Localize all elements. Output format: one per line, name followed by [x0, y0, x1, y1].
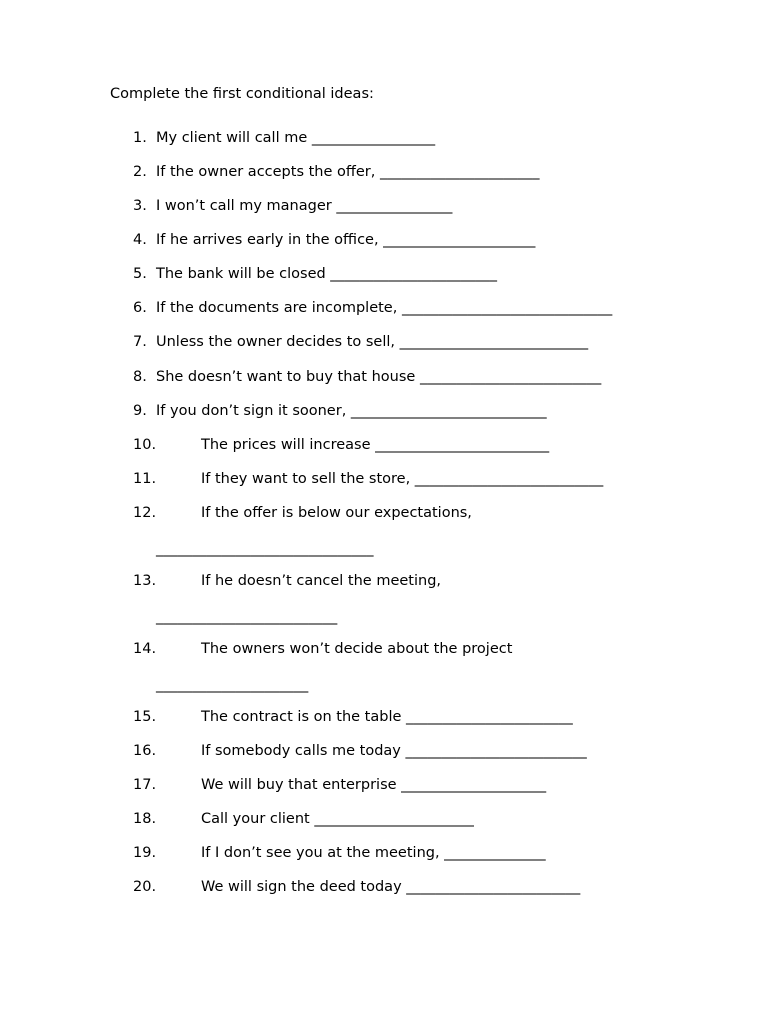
- item-text: Call your client ______________________: [201, 811, 474, 827]
- item-text: If they want to sell the store, __________________________: [201, 471, 604, 487]
- item-text: The contract is on the table _______________________: [201, 709, 573, 725]
- item-text: The prices will increase ________________________: [201, 437, 550, 453]
- item-text: If he doesn’t cancel the meeting,: [201, 573, 442, 589]
- item-number: 13.: [133, 573, 157, 589]
- item-number: 6.: [133, 300, 147, 316]
- item-number: 18.: [133, 811, 157, 827]
- item-number: 9.: [133, 403, 147, 419]
- item-text: The bank will be closed _______________________: [156, 266, 498, 282]
- item-number: 17.: [133, 777, 157, 793]
- item-number: 11.: [133, 471, 157, 487]
- item-number: 15.: [133, 709, 157, 725]
- item-text: The owners won’t decide about the project: [201, 641, 513, 657]
- answer-blank: _________________________: [156, 609, 338, 625]
- item-number: 3.: [133, 198, 147, 214]
- item-text: If the documents are incomplete, _____________________________: [156, 300, 613, 316]
- answer-blank: _____________________: [156, 677, 309, 693]
- item-text: We will sign the deed today ________________________: [201, 879, 581, 895]
- item-number: 8.: [133, 369, 147, 385]
- item-number: 14.: [133, 641, 157, 657]
- item-text: Unless the owner decides to sell, __________________________: [156, 334, 589, 350]
- item-text: If he arrives early in the office, _____________________: [156, 232, 536, 248]
- item-text: I won’t call my manager ________________: [156, 198, 453, 214]
- worksheet-heading: Complete the first conditional ideas:: [110, 86, 374, 102]
- item-number: 20.: [133, 879, 157, 895]
- item-number: 1.: [133, 130, 147, 146]
- item-text: She doesn’t want to buy that house _________________________: [156, 369, 602, 385]
- item-number: 10.: [133, 437, 157, 453]
- item-text: My client will call me _________________: [156, 130, 436, 146]
- item-number: 7.: [133, 334, 147, 350]
- answer-blank: ______________________________: [156, 541, 374, 557]
- item-number: 4.: [133, 232, 147, 248]
- item-number: 12.: [133, 505, 157, 521]
- item-text: If the owner accepts the offer, ______________________: [156, 164, 540, 180]
- item-number: 2.: [133, 164, 147, 180]
- item-text: If the offer is below our expectations,: [201, 505, 472, 521]
- item-number: 5.: [133, 266, 147, 282]
- item-number: 19.: [133, 845, 157, 861]
- item-text: We will buy that enterprise ____________________: [201, 777, 547, 793]
- item-text: If I don’t see you at the meeting, ______________: [201, 845, 546, 861]
- item-text: If somebody calls me today _________________________: [201, 743, 587, 759]
- item-number: 16.: [133, 743, 157, 759]
- item-text: If you don’t sign it sooner, ___________________________: [156, 403, 547, 419]
